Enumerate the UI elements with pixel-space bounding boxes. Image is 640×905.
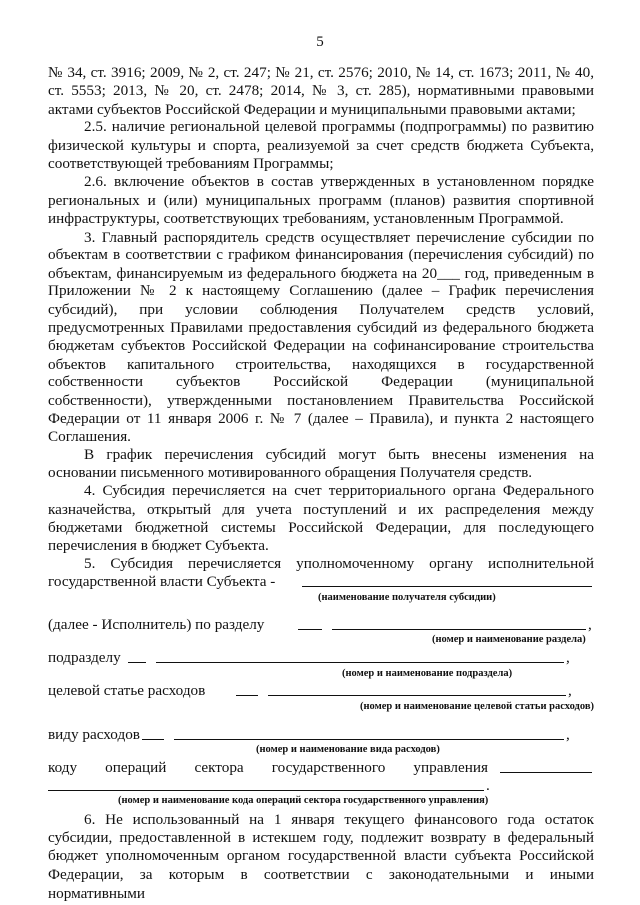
expense-code-blank [142, 739, 164, 740]
text-line: 2.6. включение объектов в состав утвержденных в установленном порядке [84, 173, 594, 191]
comma-mark: , [566, 725, 570, 743]
text-line: субсидии, предоставленной в истекшем году, подлежит возврату в федеральный [48, 828, 594, 846]
subsection-name-blank [156, 662, 564, 663]
comma-mark: , [588, 615, 592, 633]
text-line: 6. Не использованный на 1 января текущего финансового года остаток [84, 811, 594, 829]
text-line: предусмотренных Правилами предоставления субсидий из федерального бюджета [48, 319, 594, 337]
text-line: 4. Субсидия перечисляется на счет территориального органа Федерального [84, 482, 594, 500]
text-line: объектам в соответствии с графиком финансирования (перечисления субсидий) по [48, 246, 594, 264]
text-line: региональных и (или) муниципальных программ (планов) развития спортивной [48, 191, 594, 209]
expense-caption: (номер и наименование вида расходов) [256, 744, 440, 756]
text-line: бюджет уполномоченным органом государственной власти субъекта Российской [48, 847, 594, 865]
text-line: объектов капитального строительства, находящихся в государственной [48, 355, 594, 373]
target-caption: (номер и наименование целевой статьи расходов) [360, 700, 595, 712]
comma-mark: , [568, 682, 572, 700]
code-line: коду операций сектора государственного управления [48, 759, 488, 777]
text-line: В график перечисления субсидий могут быть внесены изменения на [84, 446, 594, 464]
code-name-blank [48, 790, 484, 791]
text-line: казначейства, открытый для учета поступлений и их распределения между [48, 500, 594, 518]
section-caption: (номер и наименование раздела) [432, 634, 586, 646]
text-line: 3. Главный распорядитель средств осуществляет перечисление субсидии по [84, 228, 594, 246]
text-line: бюджетам субъектов Российской Федерации на софинансирование строительства [48, 336, 594, 354]
text-line: собственности), утвержденными постановлением Правительства Российской [48, 391, 594, 409]
executor-label: (далее - Исполнитель) по разделу [48, 615, 265, 633]
text-line: физической культуры и спорта, реализуемой за счет средств бюджета Субъекта, [48, 136, 594, 154]
section-code-blank [298, 629, 322, 630]
text-line: перечисления в бюджет Субъекта. [48, 537, 269, 555]
text-line: бюджетами бюджетной системы Российской Федерации, для последующего [48, 518, 594, 536]
text-line: объектам, финансируемым из федерального бюджета на 20___ год, приведенным в [48, 264, 594, 282]
text-line: Соглашения. [48, 427, 131, 445]
expense-name-blank [174, 739, 564, 740]
expense-label: виду расходов [48, 725, 140, 743]
text-line: № 34, ст. 3916; 2009, № 2, ст. 247; № 21, ст. 2576; 2010, № 14, ст. 1673; 2011, № 40, [48, 63, 594, 81]
target-label: целевой статье расходов [48, 682, 206, 700]
text-line: инфраструктуры, соответствующих требованиям, установленным Программой. [48, 210, 564, 228]
subsection-code-blank [128, 662, 146, 663]
text-line: субсидий), при условии соблюдения Получателем средств условий, [48, 300, 594, 318]
section-name-blank [332, 629, 586, 630]
recipient-blank [302, 586, 592, 587]
code-blank [500, 772, 592, 773]
code-caption: (номер и наименование кода операций сектора государственного управления) [118, 795, 489, 807]
dot-mark: . [486, 776, 490, 794]
target-code-blank [236, 695, 258, 696]
text-line: 5. Субсидия перечисляется уполномоченному органу исполнительной [84, 554, 594, 572]
text-line: Приложении № 2 к настоящему Соглашению (далее – График перечисления [48, 282, 594, 300]
text-line: Федерации от 11 января 2006 г. № 7 (далее – Правила), и пункта 2 настоящего [48, 410, 594, 428]
text-line: Федерации, за которым в соответствии с законодательными и иными нормативными [48, 865, 594, 902]
recipient-caption: (наименование получателя субсидии) [318, 591, 496, 603]
text-line: собственности субъектов Российской Федерации (муниципальной [48, 373, 594, 391]
text-line: основании письменного мотивированного обращения Получателя средств. [48, 463, 533, 481]
text-line: 2.5. наличие региональной целевой программы (подпрограммы) по развитию [84, 118, 594, 136]
subsection-label: подразделу [48, 649, 121, 667]
target-name-blank [268, 695, 566, 696]
text-line: актами субъектов Российской Федерации и муниципальными правовыми актами; [48, 100, 576, 118]
text-line: государственной власти Субъекта - [48, 573, 276, 591]
text-line: ст. 5553; 2013, № 20, ст. 2478; 2014, № 3, ст. 285), нормативными правовыми [48, 82, 594, 100]
subsection-caption: (номер и наименование подраздела) [342, 667, 513, 679]
comma-mark: , [566, 649, 570, 667]
page-number: 5 [316, 34, 324, 50]
text-line: соответствующей требованиям Программы; [48, 155, 334, 173]
